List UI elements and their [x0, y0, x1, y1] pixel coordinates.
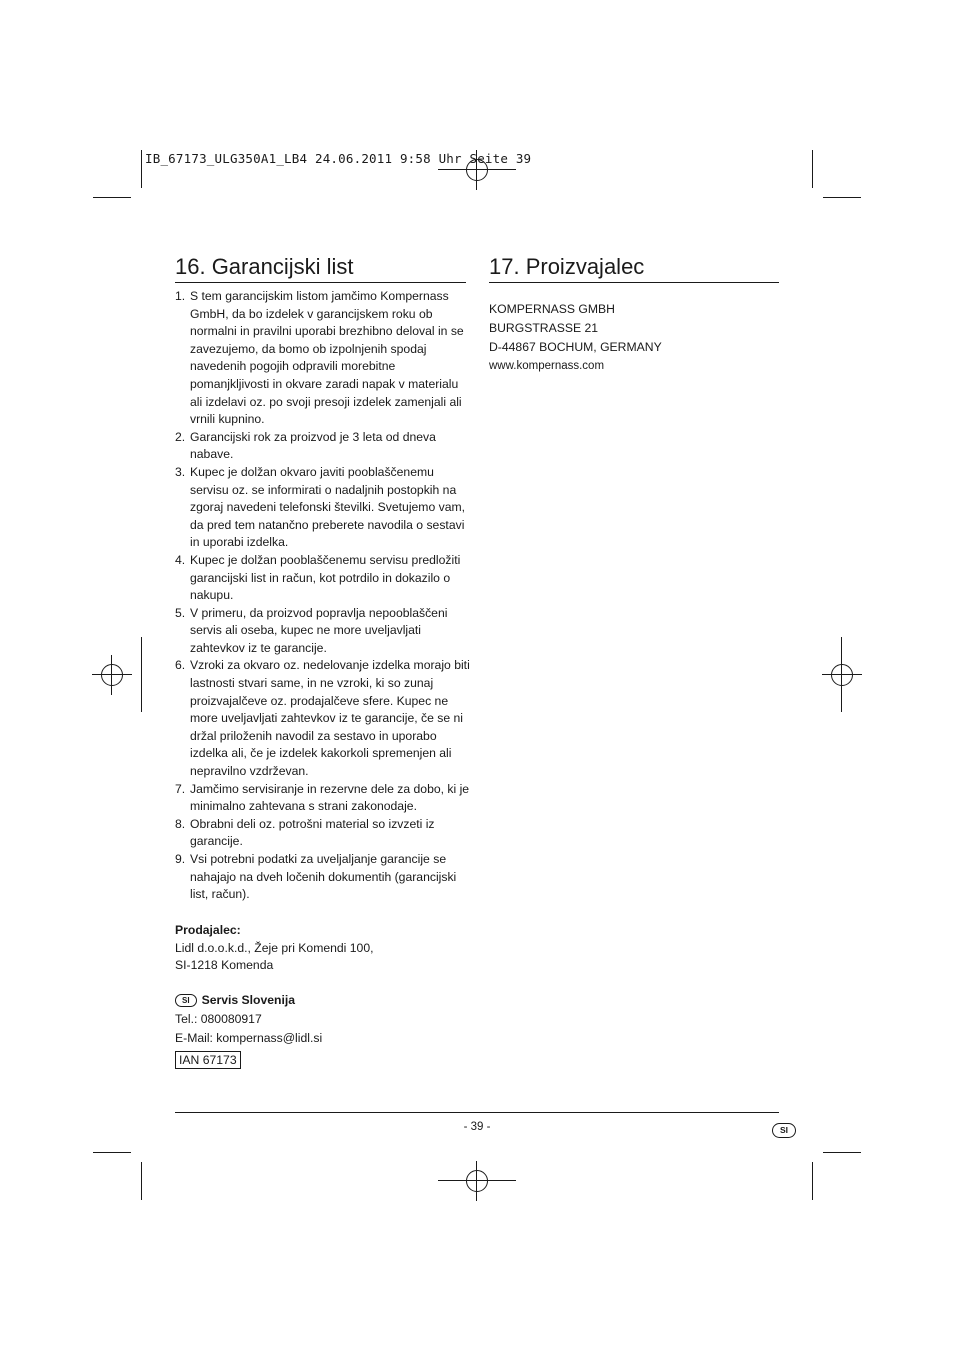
list-item: 8. Obrabni deli oz. potrošni material so izvzeti iz garancije. — [175, 816, 435, 849]
footer-rule — [175, 1112, 779, 1113]
crop-mark — [141, 637, 142, 712]
list-item: 5. V primeru, da proizvod popravlja nepooblaščeni servis ali oseba, kupec ne more uveljavljati zahtevkov iz te garancije. — [175, 605, 448, 655]
registration-mark — [92, 655, 132, 695]
crop-mark — [812, 150, 813, 188]
list-item: 9. Vsi potrebni podatki za uveljaljanje garancije se nahajajo na dveh ločenih dokumentih (garancijski list, račun). — [175, 852, 457, 902]
service-email: E-Mail: kompernass@lidl.si — [175, 1031, 323, 1045]
crop-mark — [141, 1162, 142, 1200]
service-block — [175, 991, 322, 1070]
list-item: 2. Garancijski rok za proizvod je 3 leta od dneva nabave. — [175, 429, 436, 462]
crop-mark — [823, 1152, 861, 1153]
crop-mark — [438, 169, 516, 170]
crop-mark — [141, 150, 142, 188]
address-line: D-44867 BOCHUM, GERMANY — [489, 340, 662, 354]
address-line: BURGSTRASSE 21 — [489, 321, 599, 335]
country-badge: SI — [175, 994, 197, 1007]
heading-rule — [175, 282, 466, 283]
registration-mark — [822, 655, 862, 695]
service-phone: Tel.: 080080917 — [175, 1012, 262, 1026]
seller-address-line: SI-1218 Komenda — [175, 958, 274, 973]
section-heading-manufacturer: 17. Proizvajalec — [489, 254, 645, 279]
page-number: - 39 - — [463, 1121, 491, 1133]
service-title: Servis Slovenija — [201, 993, 296, 1007]
registration-mark — [457, 1161, 497, 1201]
manufacturer-address — [489, 300, 662, 376]
crop-mark — [812, 1162, 813, 1200]
warranty-list — [175, 288, 470, 904]
seller-address-line: Lidl d.o.o.k.d., Žeje pri Komendi 100, — [175, 940, 374, 955]
list-item: 4. Kupec je dolžan pooblaščenemu servisu predložiti garancijski list in račun, kot potrdilo in dokazilo o nakupu. — [175, 552, 461, 603]
seller-title: Prodajalec: — [175, 923, 241, 937]
list-item: 6. Vzroki za okvaro oz. nedelovanje izdelka morajo biti lastnosti stvari same, in ne vzroki, ki so zunaj proizvajalčeve oz. prodajalčeve sfere. Kupec ne more uveljavljati zahtevkov iz te garancije, če se ni držal priloženih navodil za sestavo in uporabo izdelka ali, če je izdelek kakorkoli spremenjen ali nepravilno vzdrževan. — [175, 658, 470, 779]
crop-mark — [93, 197, 131, 198]
crop-mark — [93, 1152, 131, 1153]
seller-block — [175, 922, 374, 975]
section-heading-warranty: 16. Garancijski list — [175, 254, 354, 279]
list-item: 1. S tem garancijskim listom jamčimo Kompernass GmbH, da bo izdelek v garancijskem roku ob normalni in pravilni uporabi brezhibno deloval in se zavezujemo, da bomo ob izpolnjenih spodaj navedenih pogojih odpravili morebitne pomanjkljivosti in okvare zaradi napak v materialu ali izdelavi oz. po svoji presoji izdelek zamenjali ali vrnili kupnino. — [175, 289, 464, 427]
address-line: KOMPERNASS GMBH — [489, 302, 615, 316]
website-link[interactable]: www.kompernass.com — [489, 360, 605, 372]
crop-mark — [823, 197, 861, 198]
footer-country-badge: SI — [772, 1121, 796, 1139]
ian-box: IAN 67173 — [175, 1051, 241, 1069]
list-item: 3. Kupec je dolžan okvaro javiti pooblaščenemu servisu oz. se informirati o nadaljnih postopkih na zgoraj navedeni telefonski številki. Svetujemo vam, da pred tem natančno preberete navodila o sestavi in uporabi izdelka. — [175, 464, 466, 550]
crop-mark — [438, 1180, 516, 1181]
heading-rule — [489, 282, 779, 283]
list-item: 7. Jamčimo servisiranje in rezervne dele za dobo, ki je minimalno zahtevana s strani zakonodaje. — [175, 781, 470, 814]
print-slug: IB_67173_ULG350A1_LB4 24.06.2011 9:58 Uhr Seite 39 — [145, 151, 532, 166]
